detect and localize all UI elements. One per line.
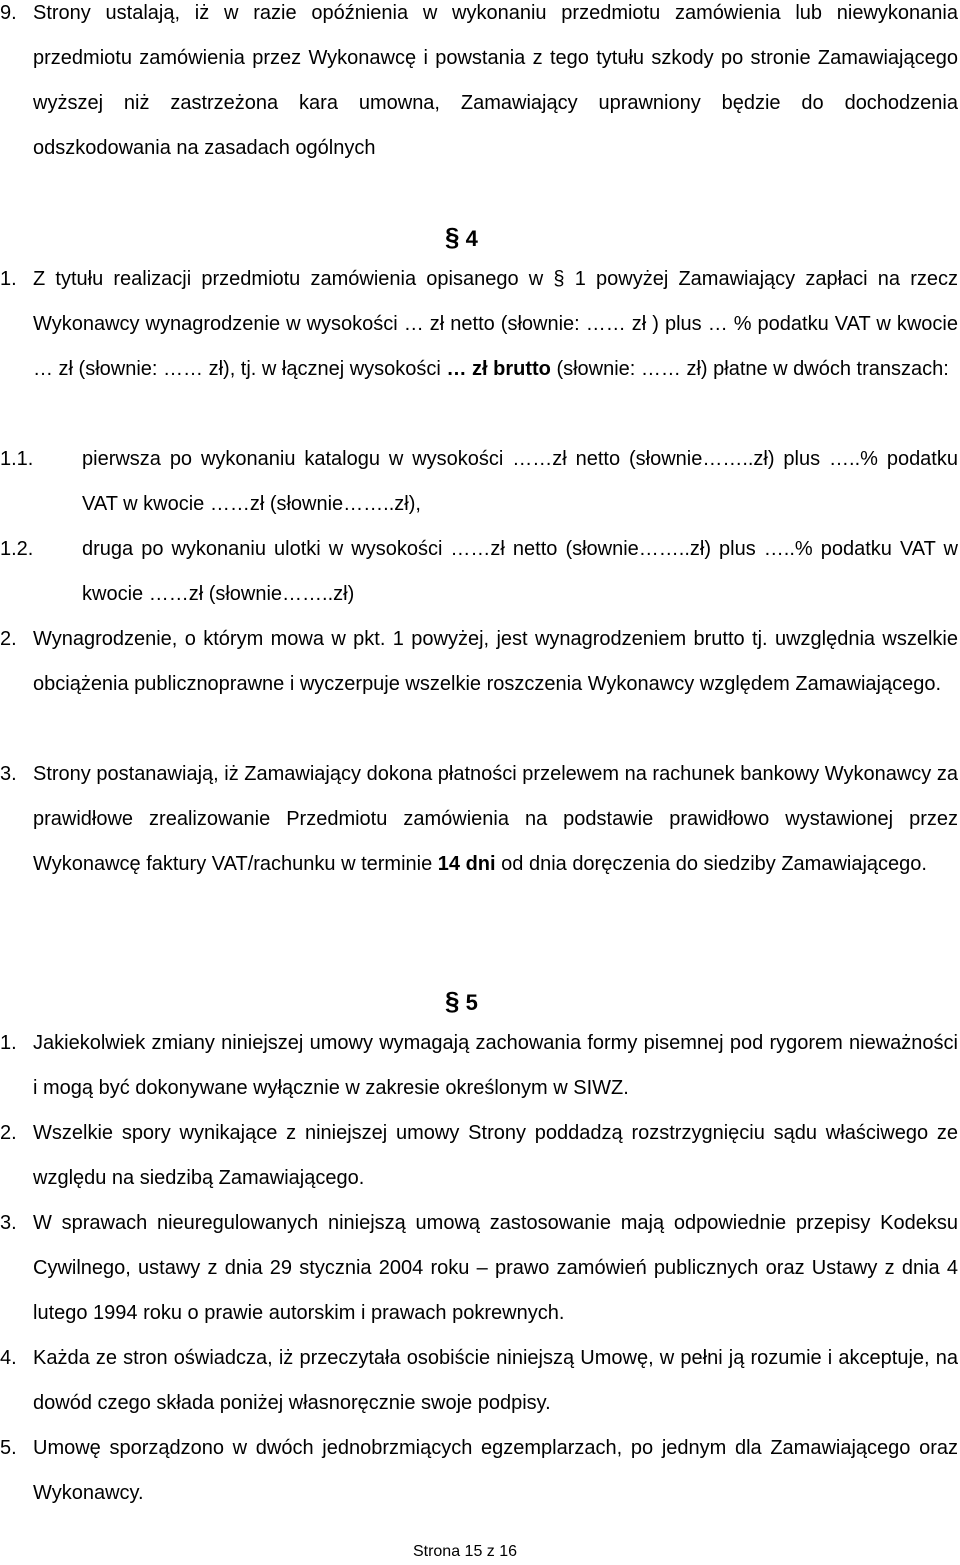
page-footer: Strona 15 z 16	[412, 1543, 518, 1560]
paragraph-number: 2.	[0, 1122, 17, 1144]
paragraph-text	[33, 257, 958, 392]
section-heading-4	[445, 222, 525, 254]
paragraph-text: Każda ze stron oświadcza, iż przeczytała osobiście niniejszą Umowę, w pełni ją rozumie i akceptuje, na dowód czego składa poniżej własnoręcznie swoje podpisy.	[33, 1347, 958, 1414]
paragraph-text: pierwsza po wykonaniu katalogu w wysokości ……zł netto (słownie……..zł) plus …..% podatku VAT w kwocie ……zł (słownie……..zł),	[82, 448, 958, 515]
paragraph-number: 1.1.	[0, 448, 34, 470]
text-part: od dnia doręczenia do siedziby Zamawiającego.	[501, 853, 927, 875]
paragraph-text: druga po wykonaniu ulotki w wysokości ……zł netto (słownie……..zł) plus …..% podatku VAT w kwocie ……zł (słownie……..zł)	[82, 538, 958, 605]
paragraph-text: Wszelkie spory wynikające z niniejszej umowy Strony poddadzą rozstrzygnięciu sądu właściwego ze względu na siedzibą Zamawiającego.	[33, 1122, 958, 1189]
paragraph-text: Umowę sporządzono w dwóch jednobrzmiących egzemplarzach, po jednym dla Zamawiającego oraz Wykonawcy.	[33, 1437, 958, 1504]
paragraph-text: Strony ustalają, iż w razie opóźnienia w wykonaniu przedmiotu zamówienia lub niewykonania przedmiotu zamówienia przez Wykonawcę i powstania z tego tytułu szkody po stronie Zamawiającego wyższej niż zastrzeżona kara umowna, Zamawiający uprawniony będzie do dochodzenia odszkodowania na zasadach ogólnych	[33, 2, 958, 159]
paragraph-number: 9.	[0, 2, 17, 24]
paragraph-number: 1.	[0, 268, 17, 290]
paragraph-number: 4.	[0, 1347, 17, 1369]
section-heading-5	[445, 986, 525, 1018]
section-number: 4	[465, 226, 478, 251]
paragraph-text	[33, 752, 958, 887]
section-number: 5	[465, 990, 478, 1015]
gross-amount: … zł brutto	[446, 358, 551, 380]
paragraph-text: Jakiekolwiek zmiany niniejszej umowy wymagają zachowania formy pisemnej pod rygorem nieważności i mogą być dokonywane wyłącznie w zakresie określonym w SIWZ.	[33, 1032, 958, 1099]
section-sign: §	[445, 986, 460, 1016]
paragraph-number: 1.	[0, 1032, 17, 1054]
text-part: (słownie: …… zł) płatne w dwóch transzach:	[556, 358, 949, 380]
paragraph-number: 5.	[0, 1437, 17, 1459]
section-sign: §	[445, 222, 460, 252]
text-part: Z tytułu realizacji przedmiotu zamówienia opisanego w § 1 powyżej Zamawiający zapłaci na rzecz Wykonawcy wynagrodzenie w wysokości … zł netto (słownie: …… zł ) plus … % podatku VAT w kwocie … zł (słownie: …… zł), tj. w łącznej wysokości	[33, 268, 958, 380]
paragraph-number: 2.	[0, 628, 17, 650]
paragraph-number: 3.	[0, 763, 17, 785]
paragraph-text: W sprawach nieuregulowanych niniejszą umową zastosowanie mają odpowiednie przepisy Kodeksu Cywilnego, ustawy z dnia 29 stycznia 2004 roku – prawo zamówień publicznych oraz Ustawy z dnia 4 lutego 1994 roku o prawie autorskim i prawach pokrewnych.	[33, 1212, 958, 1324]
payment-term: 14 dni	[437, 853, 496, 875]
paragraph-text: Wynagrodzenie, o którym mowa w pkt. 1 powyżej, jest wynagrodzeniem brutto tj. uwzględnia wszelkie obciążenia publicznoprawne i wyczerpuje wszelkie roszczenia Wykonawcy względem Zamawiającego.	[33, 628, 958, 695]
paragraph-number: 3.	[0, 1212, 17, 1234]
paragraph-number: 1.2.	[0, 538, 34, 560]
text-part: Strony postanawiają, iż Zamawiający dokona płatności przelewem na rachunek bankowy Wykonawcy za prawidłowe zrealizowanie Przedmiotu zamówienia na podstawie prawidłowo wystawionej przez Wykonawcę faktury VAT/rachunku w terminie	[33, 763, 958, 875]
